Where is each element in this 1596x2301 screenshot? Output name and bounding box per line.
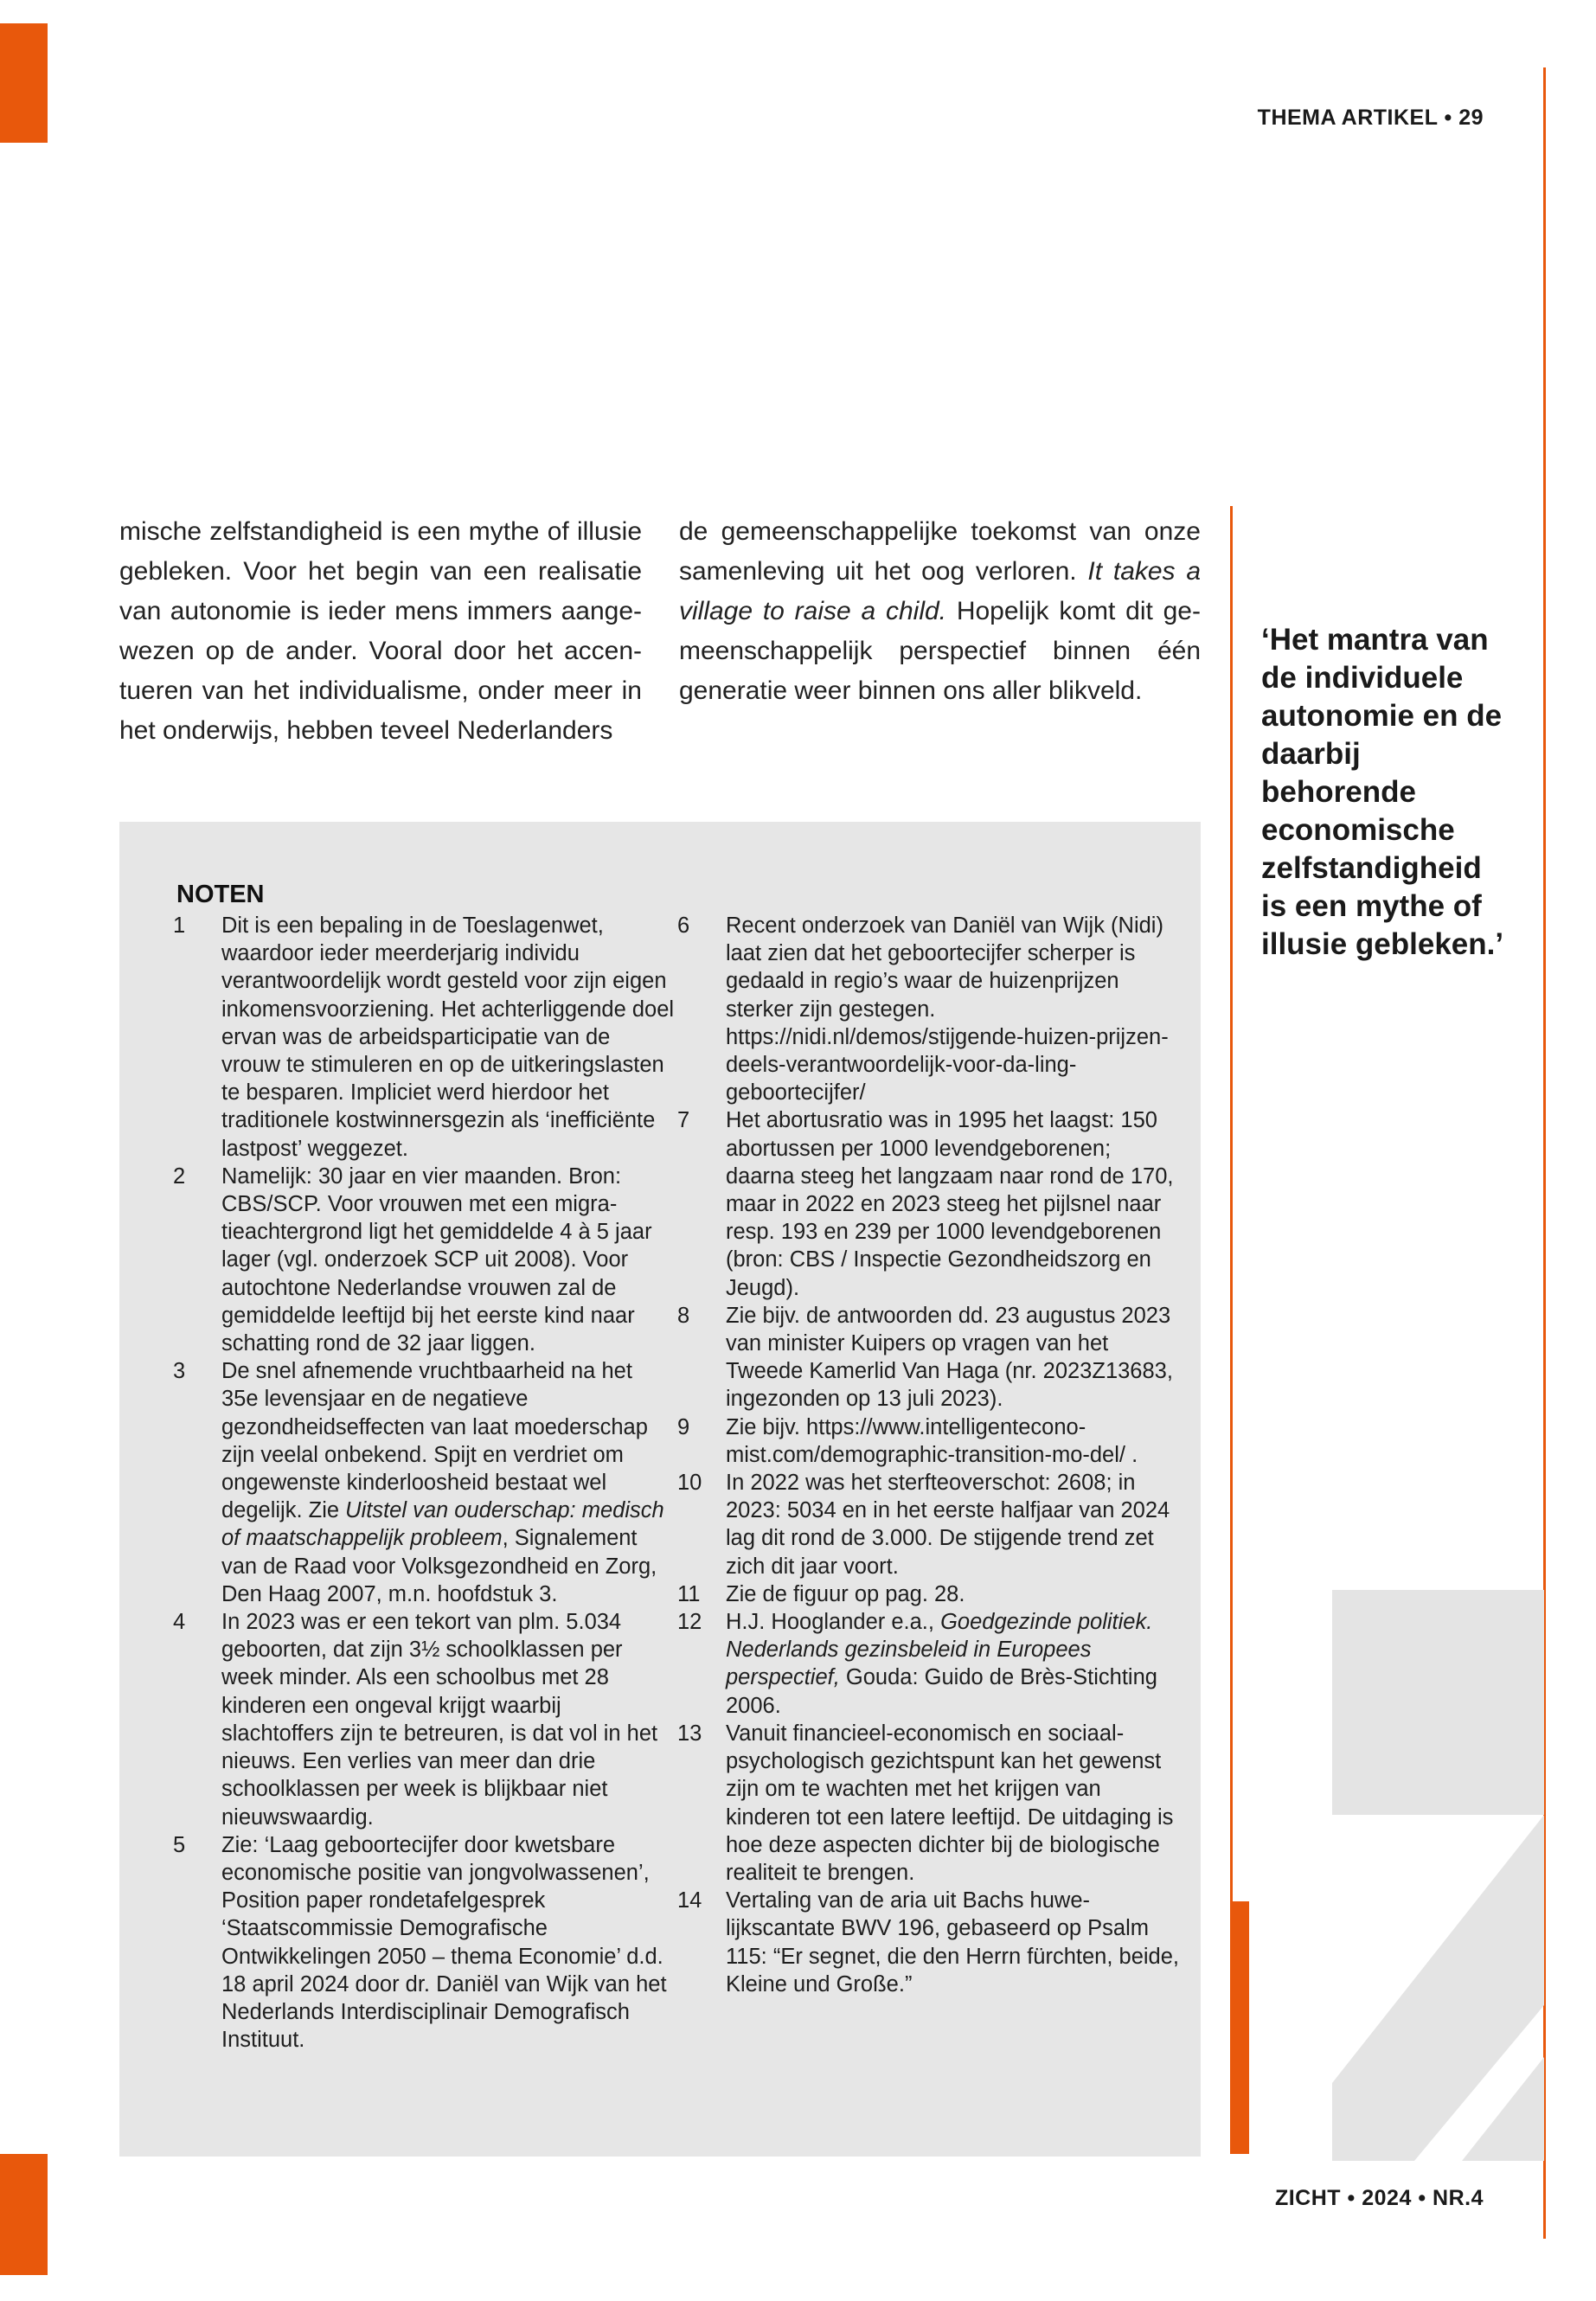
note-item — [173, 912, 675, 1163]
note-item — [677, 1580, 1179, 1608]
note-number: 11 — [677, 1581, 701, 1606]
note-text: In 2022 was het sterfteoverschot: 2608; in 2023: 5034 en in het eerste halfjaar van 2024 lag dit rond de 3.000. De stijgende trend zet zich dit jaar voort. — [726, 1471, 1170, 1579]
note-text: Zie bijv. de antwoorden dd. 23 augustus 2023 van minister Kuipers op vragen van het Tweede Kamerlid Van Haga (nr. 2023Z13683, ingezonden op 13 juli 2023). — [726, 1303, 1173, 1412]
note-number: 6 — [677, 913, 690, 938]
note-number: 4 — [173, 1610, 186, 1635]
note-text: Zie de figuur op pag. 28. — [726, 1581, 965, 1606]
decorative-z-shape — [1332, 1590, 1544, 2161]
note-item — [173, 1163, 675, 1357]
pull-quote: ‘Het mantra van de individuele autonomie en de daarbij behorende economische zelfstandigheid is een mythe of illusie gebleken.’ — [1261, 623, 1504, 961]
note-item — [677, 1413, 1179, 1469]
body-paragraph: mische zelfstandigheid is een mythe of illusie gebleken. Voor het begin van een realisatie van autonomie is ieder mens immers aangewezen op de ander. Vooral door het accentueren van het individualisme, onder meer in het onderwijs, hebben teveel Nederlanders — [119, 517, 642, 745]
note-number: 8 — [677, 1303, 690, 1328]
note-item — [677, 1608, 1179, 1720]
magazine-name: ZICHT — [1274, 2186, 1342, 2210]
quote-rule-thick — [1230, 1901, 1249, 2154]
body-column-1 — [119, 512, 642, 751]
note-number: 7 — [677, 1108, 690, 1133]
magazine-year: 2024 — [1362, 2186, 1412, 2210]
note-item — [677, 1106, 1179, 1301]
note-number: 13 — [677, 1721, 702, 1746]
note-text: De snel afnemende vruchtbaarheid na het 35e levensjaar en de negatieve gezondheidseffecten van laat moederschap zijn veelal onbekend. Spijt en verdriet om ongewenste kinderloosheid bestaat wel degelijk. Zie Uitstel van ouderschap: medisch of maatschappelijk probleem, Signalement van de Raad voor Volksgezondheid en Zorg, Den Haag 2007, m.n. hoofdstuk 3. — [221, 1359, 664, 1606]
note-text: Namelijk: 30 jaar en vier maanden. Bron: CBS/SCP. Voor vrouwen met een migratieachtergrond ligt het gemiddelde 4 à 5 jaar lager (vgl. onderzoek SCP uit 2008). Voor autochtone Nederlandse vrouwen zal de gemiddelde leeftijd bij het eerste kind naar schatting rond de 32 jaar liggen. — [221, 1163, 652, 1356]
note-text: Zie: ‘Laag geboortecijfer door kwetsbare economische positie van jongvolwassenen’, Position paper rondetafelgesprek ‘Staatscommissie Demografische Ontwikkelingen 2050 – thema Economie’ d.d. 18 april 2024 door dr. Daniël van Wijk van het Nederlands Interdisciplinair Demografisch Instituut. — [221, 1832, 667, 2053]
page-footer: ZICHT • 2024 • NR.4 — [1274, 2186, 1484, 2210]
note-text: Vertaling van de aria uit Bachs huwelijkscantate BWV 196, gebaseerd op Psalm 115: “Er segnet, die den Herrn fürchten, beide, Kleine und Große.” — [726, 1888, 1180, 1997]
notes-title: NOTEN — [176, 881, 265, 908]
body-paragraph: de gemeenschappelijke toekomst van onze samenleving uit het oog verloren. It takes a village to raise a child. Hopelijk komt dit gemeenschappelijk perspectief binnen één generatie weer binnen ons aller blikveld. — [679, 517, 1202, 705]
note-item — [677, 912, 1179, 1106]
note-text: Dit is een bepaling in de Toeslagenwet, waardoor ieder meerderjarig individu verantwoordelijk wordt gesteld voor zijn eigen inkomensvoorziening. Het achterliggende doel ervan was de arbeidsparticipatie van de vrouw te stimuleren en op de uitkeringslasten te besparen. Impliciet werd hierdoor het traditionele kostwinnersgezin als ‘inefficiënte lastpost’ weggezet. — [221, 913, 675, 1161]
note-text: In 2023 was er een tekort van plm. 5.034 geboorten, dat zijn 3½ schoolklassen per week minder. Als een schoolbus met 28 kinderen een ongeval krijgt waarbij slachtoffers zijn te betreuren, is dat vol in het nieuws. Een verlies van meer dan drie schoolklassen per week is blijkbaar niet nieuwswaardig. — [221, 1610, 658, 1830]
note-number: 9 — [677, 1414, 690, 1439]
notes-box — [119, 822, 1201, 2157]
note-text: Zie bijv. https://www.intelligentecono-mist.com/demographic-transition-mo-del/ . — [726, 1414, 1138, 1467]
page-header: THEMA ARTIKEL • 29 — [1257, 106, 1484, 130]
notes-column-right — [677, 912, 1179, 1998]
note-text: Het abortusratio was in 1995 het laagst: 150 abortussen per 1000 levendgeborenen; daarna steeg het langzaam naar rond de 170, maar in 2022 en 2023 steeg het pijlsnel naar resp. 193 en 239 per 1000 levendgeborenen (bron: CBS / Inspectie Gezondheidszorg en Jeugd). — [726, 1108, 1174, 1300]
note-number: 5 — [173, 1832, 186, 1857]
note-text: Vanuit financieel-economisch en sociaal-psychologisch gezichtspunt kan het gewenst zijn om te wachten met het krijgen van kinderen tot een latere leeftijd. De uitdaging is hoe deze aspecten dichter bij de biologische realiteit te brengen. — [726, 1721, 1174, 1885]
note-number: 2 — [173, 1163, 186, 1189]
page-number: 29 — [1458, 106, 1484, 130]
note-item — [677, 1469, 1179, 1580]
note-number: 1 — [173, 913, 186, 938]
note-number: 14 — [677, 1888, 702, 1913]
magazine-issue: NR.4 — [1433, 2186, 1484, 2210]
body-column-2 — [679, 512, 1201, 711]
bottom-left-accent-bar — [0, 2154, 48, 2275]
note-number: 12 — [677, 1610, 702, 1635]
note-number: 3 — [173, 1359, 186, 1384]
section-label: THEMA ARTIKEL — [1257, 106, 1439, 130]
note-text: H.J. Hooglander e.a., Goedgezinde politiek. Nederlands gezinsbeleid in Europees perspectief, Gouda: Guido de Brès-Stichting 2006. — [726, 1610, 1157, 1718]
notes-column-left — [173, 912, 675, 2054]
note-number: 10 — [677, 1471, 702, 1496]
note-item — [677, 1887, 1179, 1998]
note-item — [173, 1357, 675, 1608]
note-text: Recent onderzoek van Daniël van Wijk (Nidi) laat zien dat het geboortecijfer scherper is gedaald in regio’s waar de huizenprijzen sterker zijn gestegen. https://nidi.nl/demos/stijgende-huizen-prijzen-deels-verantwoordelijk-voor-da-ling-geboortecijfer/ — [726, 913, 1169, 1106]
note-item — [173, 1831, 675, 2054]
note-item — [173, 1608, 675, 1831]
top-left-accent-bar — [0, 23, 48, 143]
note-item — [677, 1302, 1179, 1413]
note-item — [677, 1720, 1179, 1887]
italic-phrase: It takes a village to raise a child. — [679, 557, 1202, 625]
